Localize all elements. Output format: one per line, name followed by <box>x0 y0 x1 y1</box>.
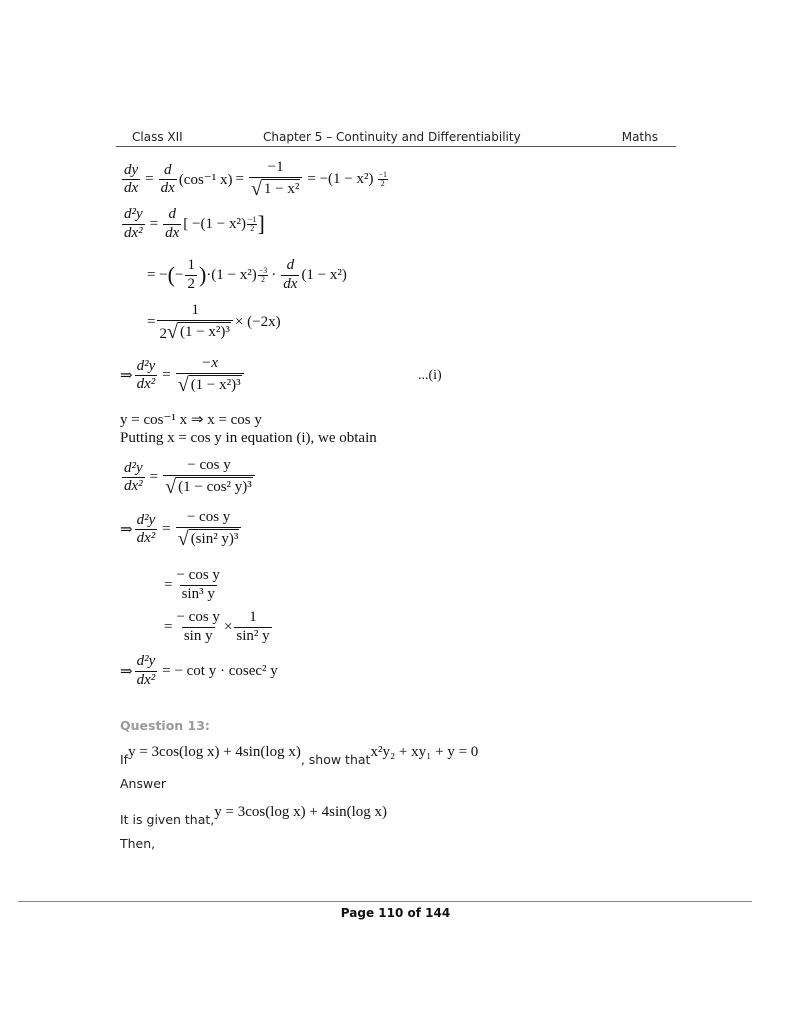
equation-final-result: ⇒ $\frac{\text{d²y}}{\text{dx²}}$ = − cot y · cosec² y <box>120 653 278 688</box>
fraction: $\frac{dy}{dx}$ <box>124 161 139 197</box>
fraction: $\frac{\text{d²y}}{\text{dx²}}$ <box>136 511 156 547</box>
fraction: $\frac{\text{d²y}}{\text{dx²}}$ <box>136 357 156 393</box>
given-statement: It is given that,y = 3cos(log x) + 4sin(log x) <box>120 804 388 827</box>
fraction: $\frac{\text{− cos y}}{\text{sin y}}$ <box>176 609 220 644</box>
header-chapter: Chapter 5 – Continuity and Differentiability <box>263 130 521 144</box>
fraction: $\frac{\text{d²y}}{\text{dx²}}$ <box>124 459 143 495</box>
to-show-expression: x²y₂ + xy₁ + y = 0 <box>370 744 479 760</box>
exponent-fraction: −1 2 <box>247 214 257 233</box>
equation-dy-dx: $\frac{dy}{dx}$ = $\frac{d}{dx}$ (cos⁻¹ x) = −1 √ 1 − x² = −(1 − x²) −1 2 <box>124 159 388 200</box>
page-number: Page 110 of 144 <box>340 906 451 920</box>
equation-simplified: = 1 2 √ (1 − x²)³ × (−2x) <box>147 302 281 343</box>
given-expression-answer: y = 3cos(log x) + 4sin(log x) <box>214 804 388 820</box>
exponent-fraction: −1 2 <box>378 170 388 189</box>
fraction: $\frac{1}{\text{sin² y}}$ <box>236 609 270 644</box>
fraction: $\frac{d}{dx}$ <box>165 206 180 241</box>
equation-split: = $\frac{\text{− cos y}}{\text{sin y}}$ × $\frac{1}{\text{sin² y}}$ <box>164 609 270 644</box>
given-expression: y = 3cos(log x) + 4sin(log x) <box>128 744 301 760</box>
fraction: − cos y √ (1 − cos² y)³ <box>163 458 255 498</box>
fraction: − cos y √ (sin² y)³ <box>176 510 242 550</box>
then-label: Then, <box>120 836 156 851</box>
header-subject: Maths <box>621 130 658 144</box>
equation-tag: ...(i) <box>418 367 442 383</box>
fraction: −1 √ 1 − x² <box>249 160 302 200</box>
answer-label: Answer <box>120 776 167 791</box>
footer-divider <box>18 901 752 902</box>
equation-second-derivative: $\frac{\text{d²y}}{\text{dx²}}$ = $\frac{d}{dx}$ [ −(1 − x²) −1 2 ] <box>124 206 265 241</box>
fraction: $\frac{d}{dx}$ <box>160 161 175 197</box>
substitution-text: Putting x = cos y in equation (i), we obtain <box>120 430 377 446</box>
fraction: $\frac{\text{d²y}}{\text{dx²}}$ <box>124 206 143 241</box>
substitution-line: y = cos⁻¹ x ⇒ x = cos y <box>120 412 262 428</box>
equation-sin-substituted: ⇒ $\frac{\text{d²y}}{\text{dx²}}$ = − cos y √ (sin² y)³ <box>120 510 243 550</box>
page-header <box>116 128 676 147</box>
equation-chain-rule: = − ( − $\frac{1}{2}$ ) ·(1 − x²) −3 2 · $\frac{d}{dx}$ (1 − x²) <box>147 257 347 292</box>
fraction: $\frac{1}{2}$ <box>187 257 195 292</box>
fraction: $\frac{d}{dx}$ <box>283 257 298 292</box>
question-title: Question 13: <box>120 718 210 733</box>
equation-i: ⇒ $\frac{\text{d²y}}{\text{dx²}}$ = −x √ (1 − x²)³ ...(i) <box>120 355 442 396</box>
question-statement: Ify = 3cos(log x) + 4sin(log x), show thatx²y₂ + xy₁ + y = 0 <box>120 744 479 767</box>
fraction: −x √ (1 − x²)³ <box>176 356 244 396</box>
exponent-fraction: −3 2 <box>258 265 268 284</box>
equation-sin-cubed: = $\frac{\text{− cos y}}{\text{sin³ y}}$ <box>164 567 220 602</box>
fraction: 1 2 √ (1 − x²)³ <box>157 303 232 343</box>
fraction: $\frac{\text{d²y}}{\text{dx²}}$ <box>136 653 156 688</box>
fraction: $\frac{\text{− cos y}}{\text{sin³ y}}$ <box>176 567 220 602</box>
equation-cos-substituted: $\frac{\text{d²y}}{\text{dx²}}$ = − cos y √ (1 − cos² y)³ <box>120 458 257 498</box>
header-class: Class XII <box>132 130 183 144</box>
